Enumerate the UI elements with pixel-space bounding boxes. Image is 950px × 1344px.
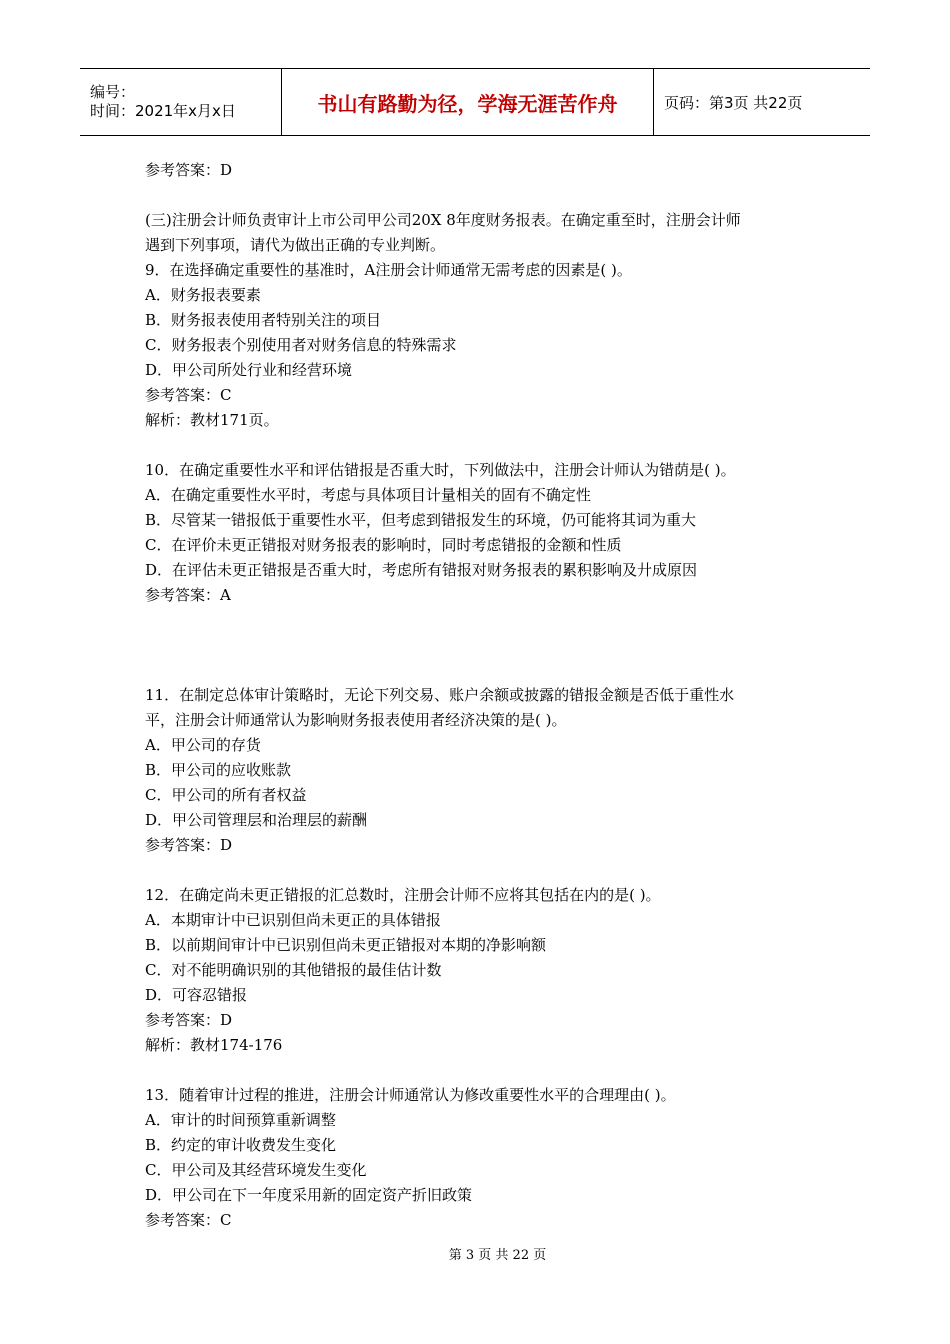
- explanation-line: 解析：教材171页。: [145, 411, 279, 429]
- header-page-info: [654, 69, 870, 135]
- option-line: B．以前期间审计中已识别但尚未更正错报对本期的净影响额: [145, 936, 547, 954]
- header-motto: [282, 69, 654, 135]
- option-line: B．财务报表使用者特别关注的项目: [145, 311, 382, 329]
- option-line: C．甲公司的所有者权益: [145, 786, 307, 804]
- option-line: D．甲公司所处行业和经营环境: [145, 361, 353, 379]
- page-footer: [0, 1246, 950, 1266]
- option-line: B．约定的审计收费发生变化: [145, 1136, 337, 1154]
- question-9: 9．在选择确定重要性的基准时，A注册会计师通常无需考虑的因素是( )。: [145, 261, 632, 279]
- option-line: C．在评价未更正错报对财务报表的影响时，同时考虑错报的金额和性质: [145, 536, 622, 554]
- option-line: D．在评估未更正错报是否重大时，考虑所有错报对财务报表的累积影响及廾成原因: [145, 561, 698, 579]
- document-body: [145, 158, 825, 1233]
- section-intro: (三)注册会计师负责审计上市公司甲公司20X 8年度财务报表。在确定重至时，注册会计师: [145, 211, 741, 229]
- option-line: D．可容忍错报: [145, 986, 248, 1004]
- answer-line: 参考答案：D: [145, 836, 233, 854]
- document-date-label: 时间：2021年x月x日: [90, 102, 236, 120]
- motto-text: 书山有路勤为径，学海无涯苦作舟: [317, 91, 618, 116]
- question-12: 12．在确定尚未更正错报的汇总数时，注册会计师不应将其包括在内的是( )。: [145, 886, 661, 904]
- option-line: B．甲公司的应收账款: [145, 761, 292, 779]
- answer-line: 参考答案：A: [145, 586, 231, 604]
- question-11: 平，注册会计师通常认为影响财务报表使用者经济决策的是( )。: [145, 711, 567, 729]
- option-line: A．本期审计中已识别但尚未更正的具体错报: [145, 911, 441, 929]
- explanation-line: 解析：教材174-176: [145, 1036, 283, 1054]
- question-13: 13．随着审计过程的推进，注册会计师通常认为修改重要性水平的合理理由( )。: [145, 1086, 676, 1104]
- option-line: C．对不能明确识别的其他错报的最佳估计数: [145, 961, 442, 979]
- option-line: A．甲公司的存货: [145, 736, 261, 754]
- option-line: A．审计的时间预算重新调整: [145, 1111, 336, 1129]
- page-info-text: 页码：第3页 共22页: [664, 93, 803, 112]
- document-number-label: 编号：: [90, 83, 136, 101]
- answer-line: 参考答案：D: [145, 161, 233, 179]
- question-11: 11．在制定总体审计策略时，无论下列交易、账户余额或披露的错报金额是否低于重性水: [145, 686, 735, 704]
- option-line: D．甲公司在下一年度采用新的固定资产折旧政策: [145, 1186, 473, 1204]
- header-meta: [80, 69, 282, 135]
- answer-line: 参考答案：C: [145, 1211, 232, 1229]
- page-header: [80, 68, 870, 136]
- option-line: D．甲公司管理层和治理层的薪酬: [145, 811, 368, 829]
- option-line: C．财务报表个别使用者对财务信息的特殊需求: [145, 336, 457, 354]
- answer-line: 参考答案：D: [145, 1011, 233, 1029]
- option-line: C．甲公司及其经营环境发生变化: [145, 1161, 367, 1179]
- option-line: B．尽管某一错报低于重要性水平，但考虑到错报发生的环境，仍可能将其词为重大: [145, 511, 697, 529]
- option-line: A．财务报表要素: [145, 286, 261, 304]
- answer-line: 参考答案：C: [145, 386, 232, 404]
- question-10: 10．在确定重要性水平和评估错报是否重大时，下列做法中，注册会计师认为错荫是( )。: [145, 461, 736, 479]
- footer-page-number: 第 3 页 共 22 页: [448, 1248, 547, 1263]
- option-line: A．在确定重要性水平时，考虑与具体项目计量相关的固有不确定性: [145, 486, 591, 504]
- section-intro: 遇到下列事项，请代为做出正确的专业判断。: [145, 236, 446, 254]
